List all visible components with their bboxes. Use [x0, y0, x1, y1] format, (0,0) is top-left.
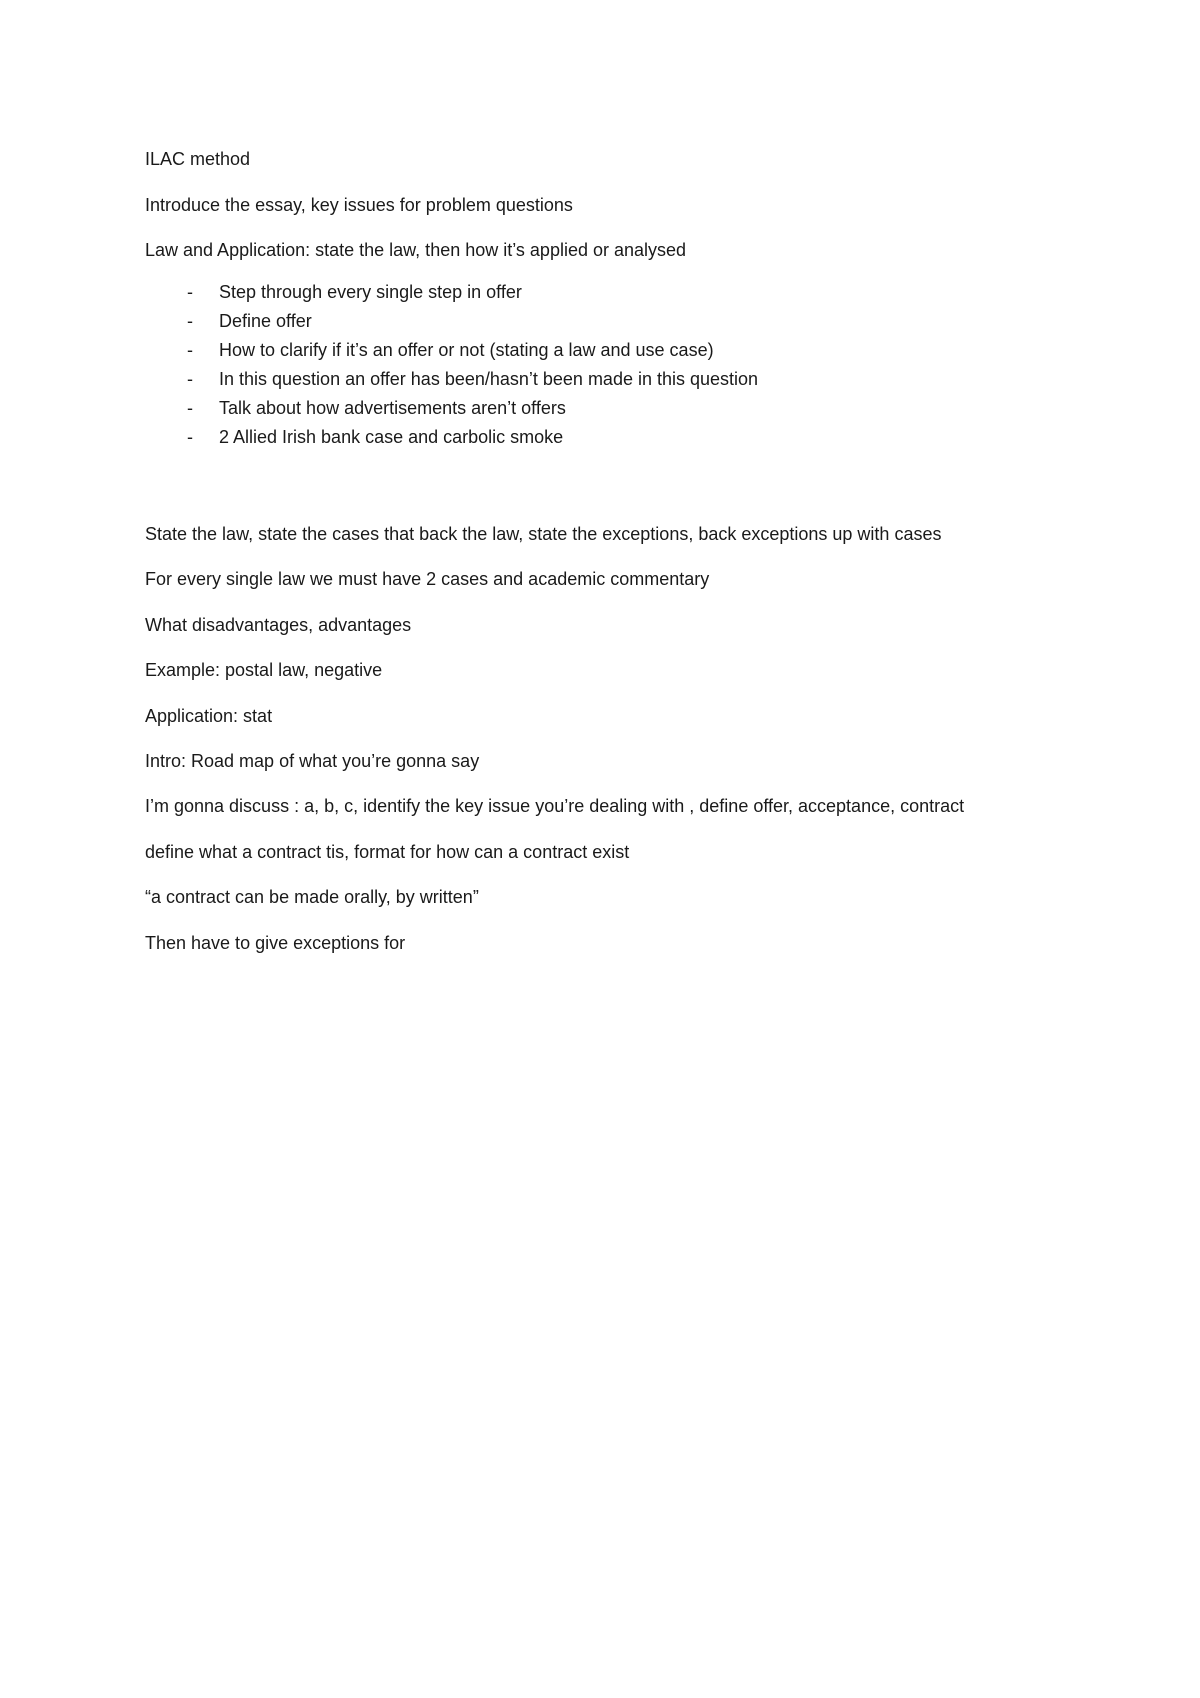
paragraph: What disadvantages, advantages: [145, 614, 412, 635]
paragraph: Application: stat: [145, 705, 273, 726]
law-application-line: Law and Application: state the law, then how it’s applied or analysed: [145, 240, 687, 260]
document-body: [145, 148, 1075, 977]
blank-spacer: [145, 455, 1075, 523]
paragraph: For every single law we must have 2 cases and academic commentary: [145, 569, 710, 589]
paragraph: Example: postal law, negative: [145, 660, 383, 680]
list-item: [145, 310, 1075, 339]
bullet-dash: -: [187, 368, 193, 389]
list-item: [145, 368, 1075, 397]
paragraph: define what a contract tis, format for how can a contract exist: [145, 841, 630, 862]
paragraph: Intro: Road map of what you’re gonna say: [145, 751, 480, 771]
intro-line: Introduce the essay, key issues for problem questions: [145, 194, 573, 215]
document-title: ILAC method: [145, 149, 251, 169]
list-item-text: Step through every single step in offer: [219, 281, 522, 302]
list-item: [145, 339, 1075, 368]
paragraph: I’m gonna discuss : a, b, c, identify the key issue you’re dealing with , define offer, acceptance, contract: [145, 795, 965, 816]
list-item: [145, 426, 1075, 455]
bullet-dash: -: [187, 339, 193, 360]
bullet-list: [145, 281, 1075, 455]
bullet-dash: -: [187, 281, 193, 302]
list-item: [145, 281, 1075, 310]
list-item: [145, 397, 1075, 426]
paragraph: “a contract can be made orally, by written”: [145, 887, 479, 907]
list-item-text: In this question an offer has been/hasn’t been made in this question: [219, 368, 759, 389]
list-item-text: How to clarify if it’s an offer or not (stating a law and use case): [219, 339, 714, 360]
bullet-dash: -: [187, 397, 193, 418]
paragraph: State the law, state the cases that back the law, state the exceptions, back exceptions up with cases: [145, 523, 942, 544]
list-item-text: 2 Allied Irish bank case and carbolic smoke: [219, 426, 564, 447]
list-item-text: Define offer: [219, 310, 312, 331]
paragraph: Then have to give exceptions for: [145, 932, 406, 953]
bullet-dash: -: [187, 310, 193, 331]
bullet-dash: -: [187, 426, 193, 447]
list-item-text: Talk about how advertisements aren’t offers: [219, 397, 566, 418]
